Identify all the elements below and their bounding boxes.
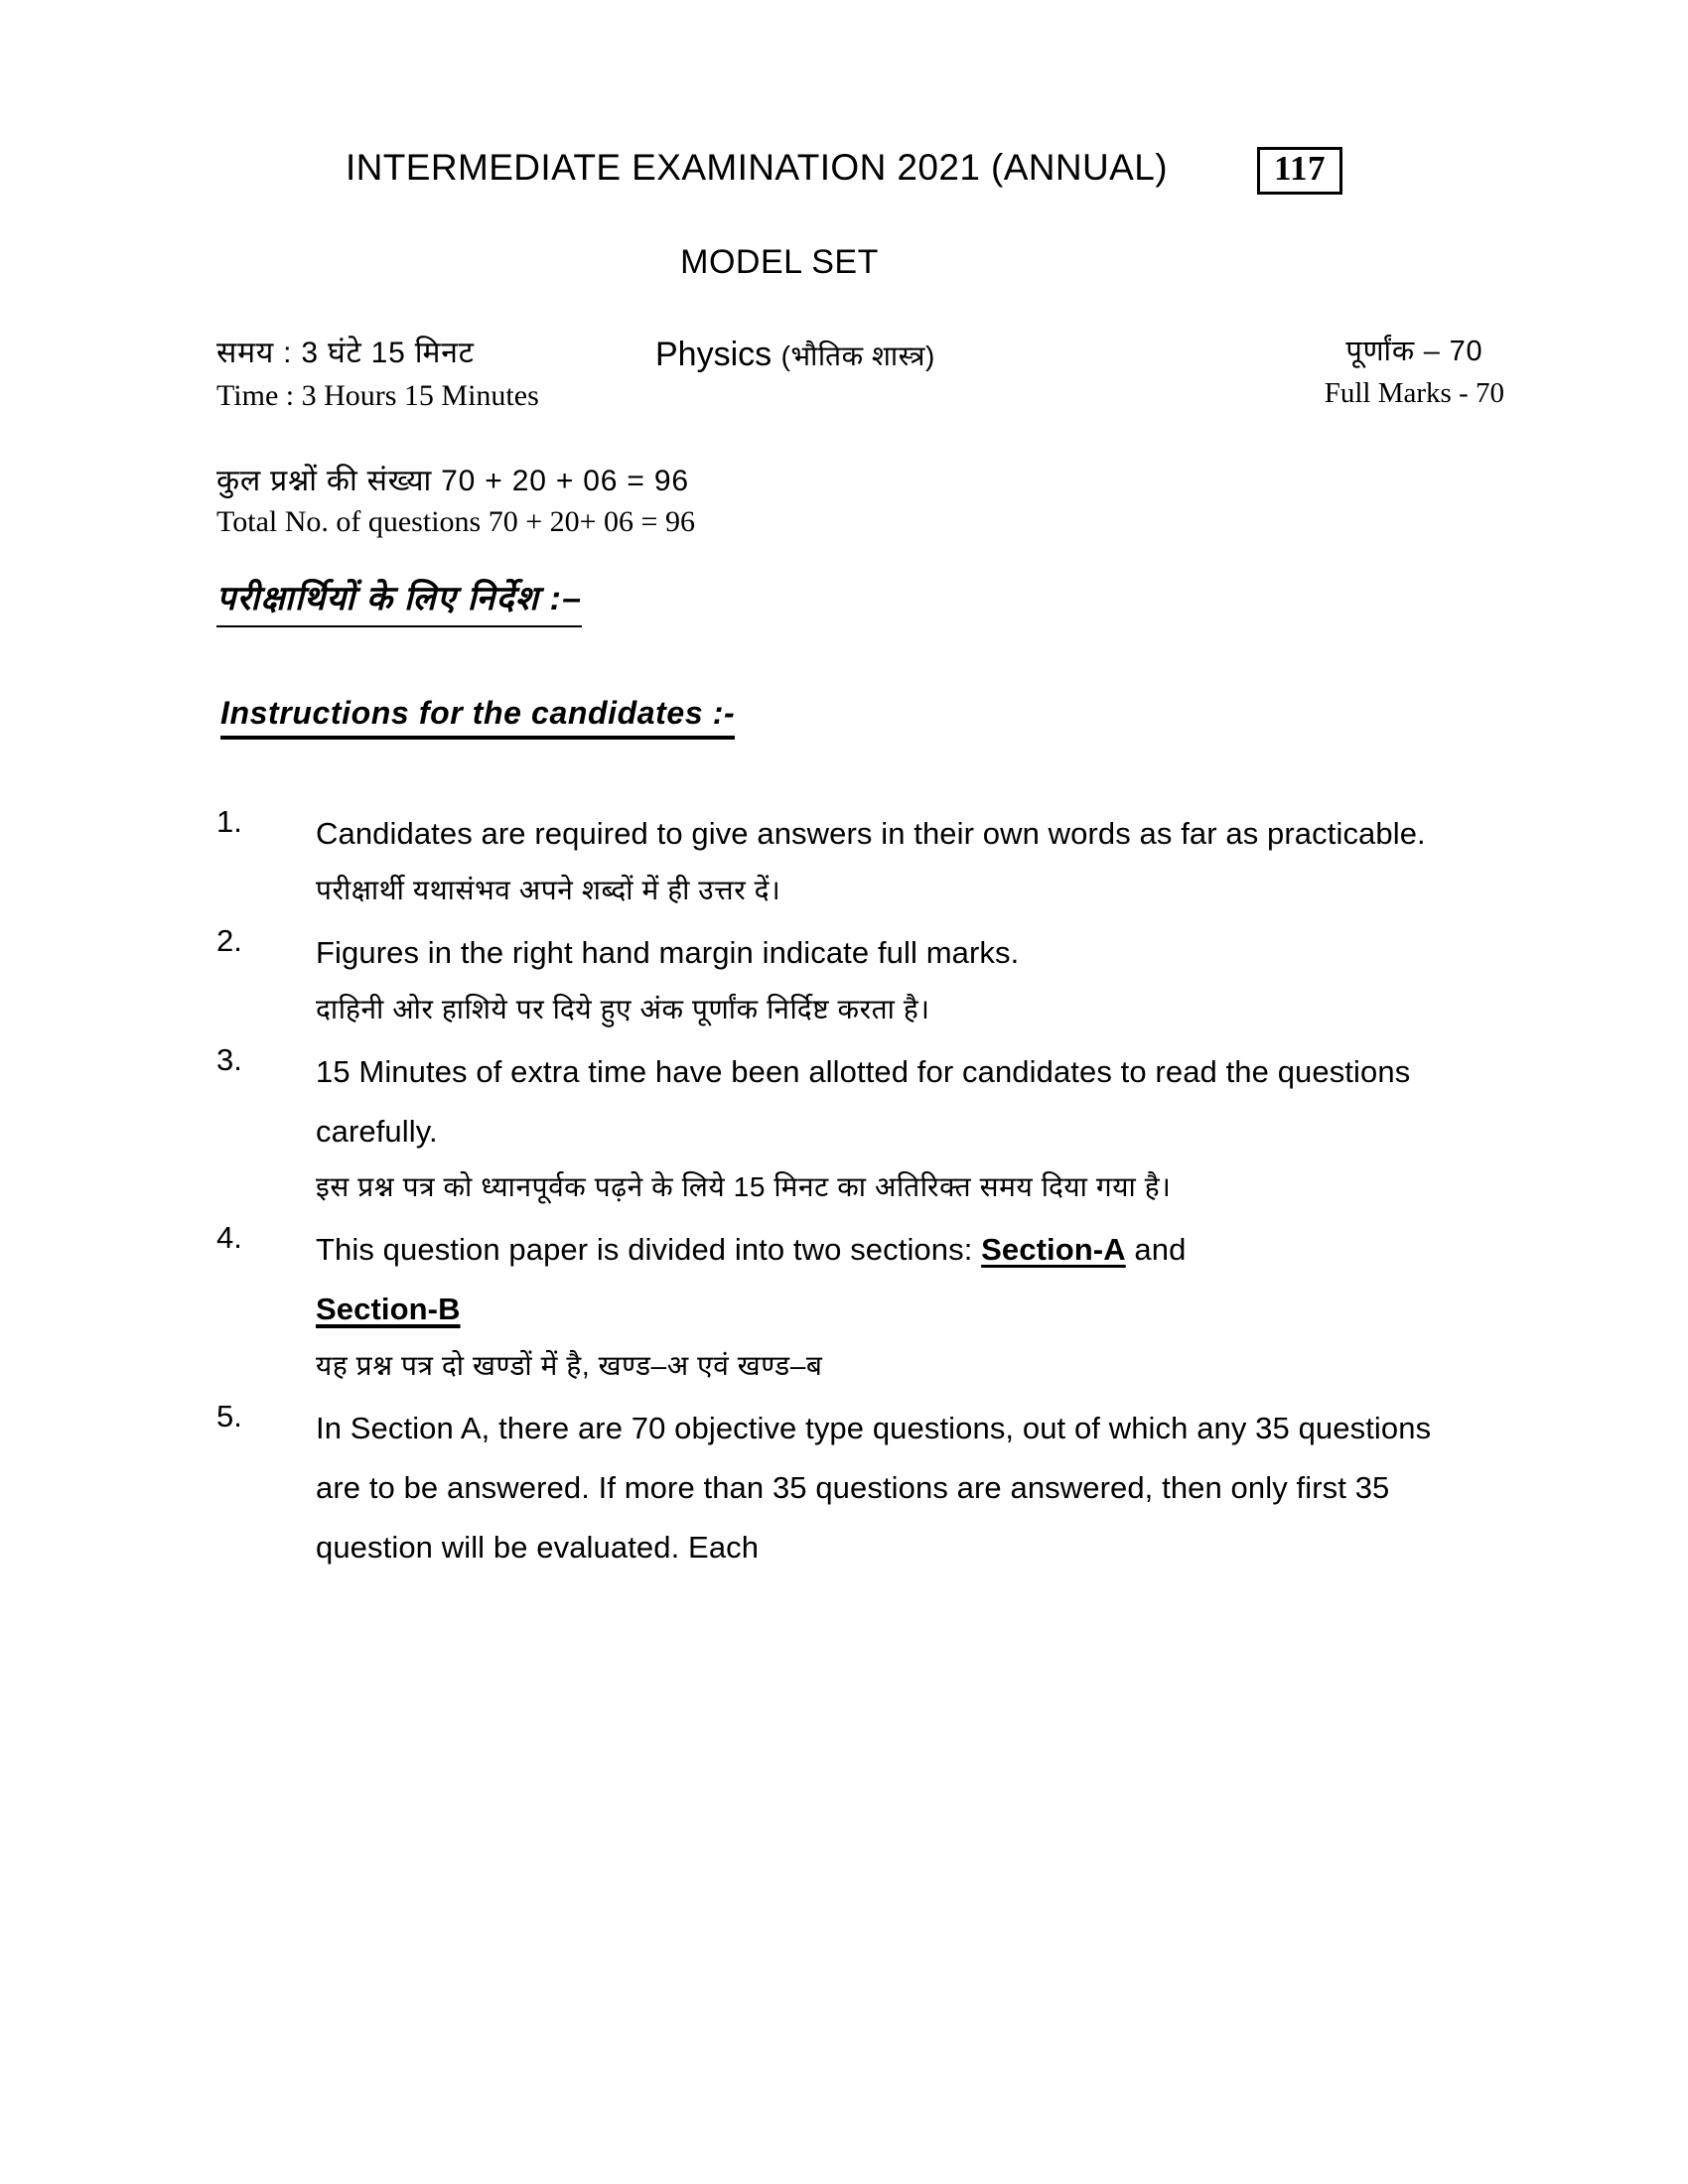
subject-title [655,336,935,374]
instruction-number: 5. [216,1399,242,1434]
instruction-text-english: 15 Minutes of extra time have been allotted for candidates to read the questions carefully. [316,1053,1411,1149]
exam-title: INTERMEDIATE EXAMINATION 2021 (ANNUAL) [345,147,1168,188]
instruction-number: 2. [216,922,242,958]
time-hindi: समय : 3 घंटे 15 मिनट [216,337,475,369]
instruction-text-hindi: यह प्रश्न पत्र दो खण्डों में है, खण्ड–अ एवं खण्ड–ब [316,1350,823,1382]
instruction-text-english [316,1220,1448,1339]
total-questions-block [216,459,695,539]
instruction-text-hindi: दाहिनी ओर हाशिये पर दिये हुए अंक पूर्णांक निर्दिष्ट करता है। [316,993,930,1024]
subject-hindi: (भौतिक शास्त्र) [780,341,935,371]
section-b-reference: Section-B [316,1292,461,1327]
instructions-heading-hindi: परीक्षार्थियों के लिए निर्देश :– [216,574,582,627]
instruction-text-hindi: परीक्षार्थी यथासंभव अपने शब्दों में ही उत्तर दें। [316,874,781,905]
time-english: Time : 3 Hours 15 Minutes [216,379,539,412]
instruction-text-english: In Section A, there are 70 objective type questions, out of which any 35 questions are to be answered. If more than 35 questions are answered, then only first 35 question will be evaluated. Each [316,1411,1432,1565]
full-marks-block [1325,331,1504,410]
page-header [0,147,1688,195]
instructions-list [0,804,1688,1583]
model-set-label: MODEL SET [680,243,879,281]
instructions-heading-english: Instructions for the candidates :- [220,695,735,740]
time-block [216,331,539,413]
full-marks-hindi: पूर्णांक – 70 [1345,336,1483,367]
subject-english: Physics [655,336,773,373]
instruction-item-1 [0,804,1688,917]
instruction-item-2 [0,923,1688,1036]
model-set-line [0,243,1688,282]
instruction-item-5 [0,1399,1688,1576]
exam-meta-row [0,331,1688,440]
instruction-text-part2: and [1125,1232,1187,1268]
total-questions-english: Total No. of questions 70 + 20+ 06 = 96 [216,505,695,538]
instruction-item-3 [0,1042,1688,1215]
full-marks-english: Full Marks - 70 [1324,377,1504,409]
section-a-reference: Section-A [981,1232,1126,1268]
instruction-item-4 [0,1220,1688,1393]
instruction-text-english: Candidates are required to give answers in their own words as far as practicable. [316,816,1426,851]
instruction-text-english: Figures in the right hand margin indicate full marks. [316,934,1020,970]
instruction-number: 1. [216,804,242,839]
total-questions-hindi: कुल प्रश्नों की संख्या 70 + 20 + 06 = 96 [216,465,689,497]
instruction-text-hindi: इस प्रश्न पत्र को ध्यानपूर्वक पढ़ने के लिये 15 मिनट का अतिरिक्त समय दिया गया है। [316,1171,1172,1203]
instruction-number: 4. [216,1220,242,1256]
instruction-text-part1: This question paper is divided into two sections: [316,1232,982,1268]
instruction-number: 3. [216,1041,242,1077]
paper-code-box: 117 [1257,147,1342,195]
